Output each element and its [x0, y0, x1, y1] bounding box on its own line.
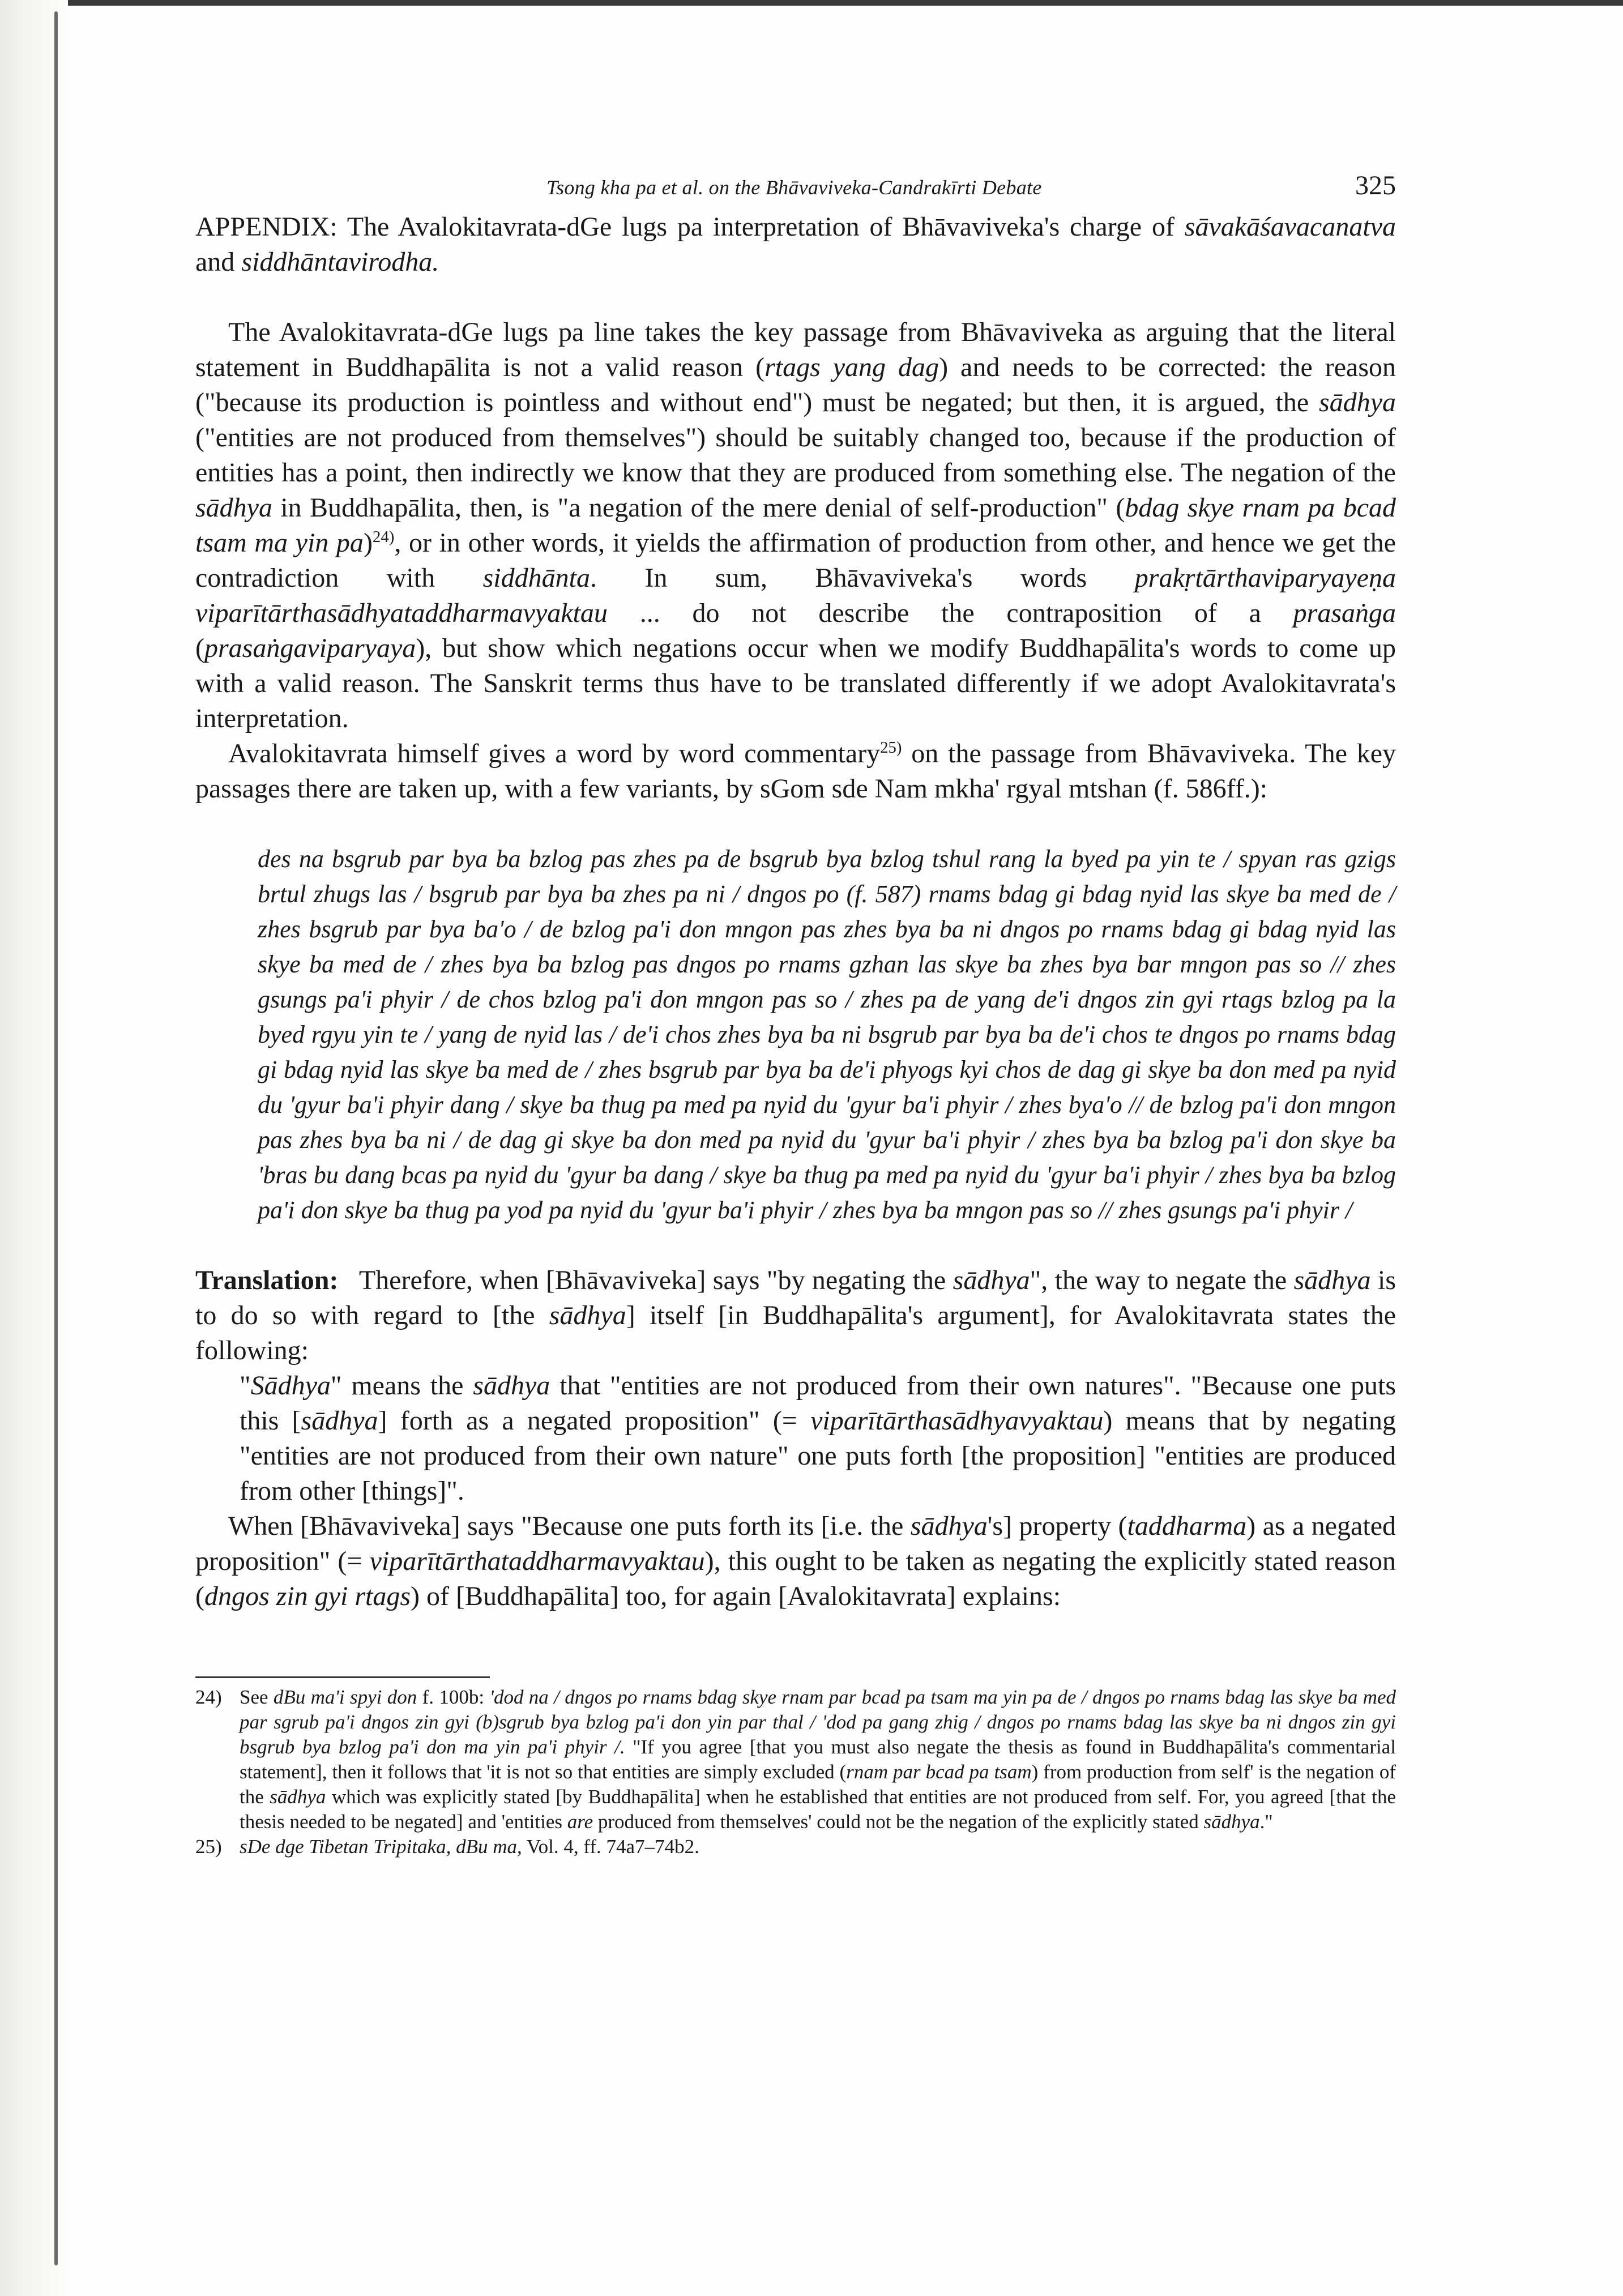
- tibetan-block-quote: des na bsgrub par bya ba bzlog pas zhes pa de bsgrub bya bzlog tshul rang la byed pa yin te / spyan ras gzigs brtul zhugs las / bsgrub par bya ba zhes pa ni / dngos po (f. 587) rnams bdag gi bdag nyid las skye ba med de / zhes bsgrub par bya ba'o / de bzlog pa'i don mngon pas zhes bya ba ni dngos po rnams bdag gi bdag nyid las skye ba med de / zhes bya ba bzlog pas dngos po rnams gzhan las skye ba zhes bya bar mngon pas so // zhes gsungs pa'i phyir / de chos bzlog pa'i don mngon pas so / zhes pa de yang de'i dngos zin gyi rtags bzlog pa la byed rgyu yin te / yang de nyid las / de'i chos zhes bya ba ni bsgrub par bya ba de'i chos te dngos po rnams bdag gi bdag nyid las skye ba med de / zhes bsgrub par bya ba de'i phyogs kyi chos de dag gi skye ba don med pa nyid du 'gyur ba'i phyir dang / skye ba thug pa med pa nyid du 'gyur ba'i phyir / zhes bya'o // de bzlog pa'i don mngon pas zhes bya ba ni / de dag gi skye ba don med pa nyid du 'gyur ba'i phyir / zhes bya ba bzlog pa'i don skye ba 'bras bu dang bcas pa nyid du 'gyur ba dang / skye ba thug pa med pa nyid du 'gyur ba'i phyir / zhes bya ba bzlog pa'i don skye ba thug pa yod pa nyid du 'gyur ba'i phyir / zhes bya ba mngon pas so // zhes gsungs pa'i phyir /: [258, 845, 1396, 1224]
- footnote-text: See dBu ma'i spyi don f. 100b: 'dod na / dngos po rnams bdag skye rnam par bcad pa tsam ma yin pa de / dngos po rnams bdag las skye ba med par sgrub pa'i dngos zin gyi (b)sgrub bya bzlog pa'i don yin par thal / 'dod pa gang zhig / dngos po rnams bdag las skye ba ni dngos zin gyi bsgrub bya bzlog pa'i don ma yin pa'i phyir /. "If you agree [that you must also negate the thesis as found in Buddhapālita's commentarial statement], then it follows that 'it is not so that entities are simply excluded (rnam par bcad pa tsam) from production from self' is the negation of the sādhya which was explicitly stated [by Buddhapālita] when he established that entities are not produced from self. For, you agreed [that the thesis needed to be negated] and 'entities are produced from themselves' could not be the negation of the explicitly stated sādhya.": [240, 1686, 1396, 1833]
- footnote-number: 24): [195, 1686, 222, 1708]
- appendix-heading: APPENDIX: The Avalokitavrata-dGe lugs pa interpretation of Bhāvaviveka's charge of sāvakāśavacanatva and siddhāntavirodha.: [195, 212, 1396, 277]
- paragraph-3: When [Bhāvaviveka] says "Because one puts forth its [i.e. the sādhya's] property (taddharma) as a negated proposition" (= viparītārthataddharmavyaktau), this ought to be taken as negating the explicitly stated reason (dngos zin gyi rtags) of [Buddhapālita] too, for again [Avalokitavrata] explains:: [195, 1511, 1396, 1611]
- scan-binding-edge: [54, 11, 58, 2265]
- footnote-separator: [195, 1676, 490, 1678]
- footnotes: [195, 1685, 1396, 1859]
- page-number: 325: [1355, 170, 1396, 200]
- running-title: Tsong kha pa et al. on the Bhāvaviveka-Candrakīrti Debate: [546, 176, 1042, 199]
- footnote-24: [195, 1685, 1396, 1834]
- footnote-25: [195, 1834, 1396, 1859]
- footnote-ref-25: 25): [880, 739, 902, 757]
- translation-paragraph: Translation: Therefore, when [Bhāvaviveka] says "by negating the sādhya", the way to negate the sādhya is to do so with regard to [the sādhya] itself [in Buddhapālita's argument], for Avalokitavrata states the following:: [195, 1265, 1396, 1365]
- footnote-text: sDe dge Tibetan Tripitaka, dBu ma, Vol. 4, ff. 74a7–74b2.: [240, 1836, 699, 1858]
- paragraph-1: The Avalokitavrata-dGe lugs pa line takes the key passage from Bhāvaviveka as arguing that the literal statement in Buddhapālita is not a valid reason (rtags yang dag) and needs to be corrected: the reason ("because its production is pointless and without end") must be negated; but then, it is argued, the sādhya ("entities are not produced from themselves") should be suitably changed too, because if the production of entities has a point, then indirectly we know that they are produced from something else. The negation of the sādhya in Buddhapālita, then, is "a negation of the mere denial of self-production" (bdag skye rnam pa bcad tsam ma yin pa)$^{24)}$, or in other words, it yields the affirmation of production from other, and hence we get the contradiction with siddhānta. In sum, Bhāvaviveka's words prakṛtārthaviparyayeṇa viparītārthasādhyataddharmavyaktau ... do not describe the contraposition of a prasaṅga (prasaṅgaviparyaya), but show which negations occur when we modify Buddhapālita's words to come up with a valid reason. The Sanskrit terms thus have to be translated differently if we adopt Avalokitavrata's interpretation.: [195, 317, 1396, 733]
- page-content: [195, 170, 1396, 1859]
- running-header: [195, 170, 1396, 210]
- footnote-number: 25): [195, 1836, 222, 1858]
- paragraph-2: Avalokitavrata himself gives a word by word commentary$^{25)}$ on the passage from Bhāvaviveka. The key passages there are taken up, with a few variants, by sGom sde Nam mkha' rgyal mtshan (f. 586ff.):: [195, 739, 1396, 804]
- scan-top-edge: [0, 0, 1623, 6]
- scan-binding-shadow: [0, 0, 68, 2296]
- appendix-label: APPENDIX:: [195, 212, 338, 242]
- translation-label: Translation:: [195, 1265, 339, 1295]
- footnote-ref-24: 24): [372, 528, 395, 546]
- indented-quotation: "Sādhya" means the sādhya that "entities are not produced from their own natures". "Because one puts this [sādhya] forth as a negated proposition" (= viparītārthasādhyavyaktau) means that by negating "entities are not produced from their own nature" one puts forth [the proposition] "entities are produced from other [things]".: [240, 1371, 1396, 1506]
